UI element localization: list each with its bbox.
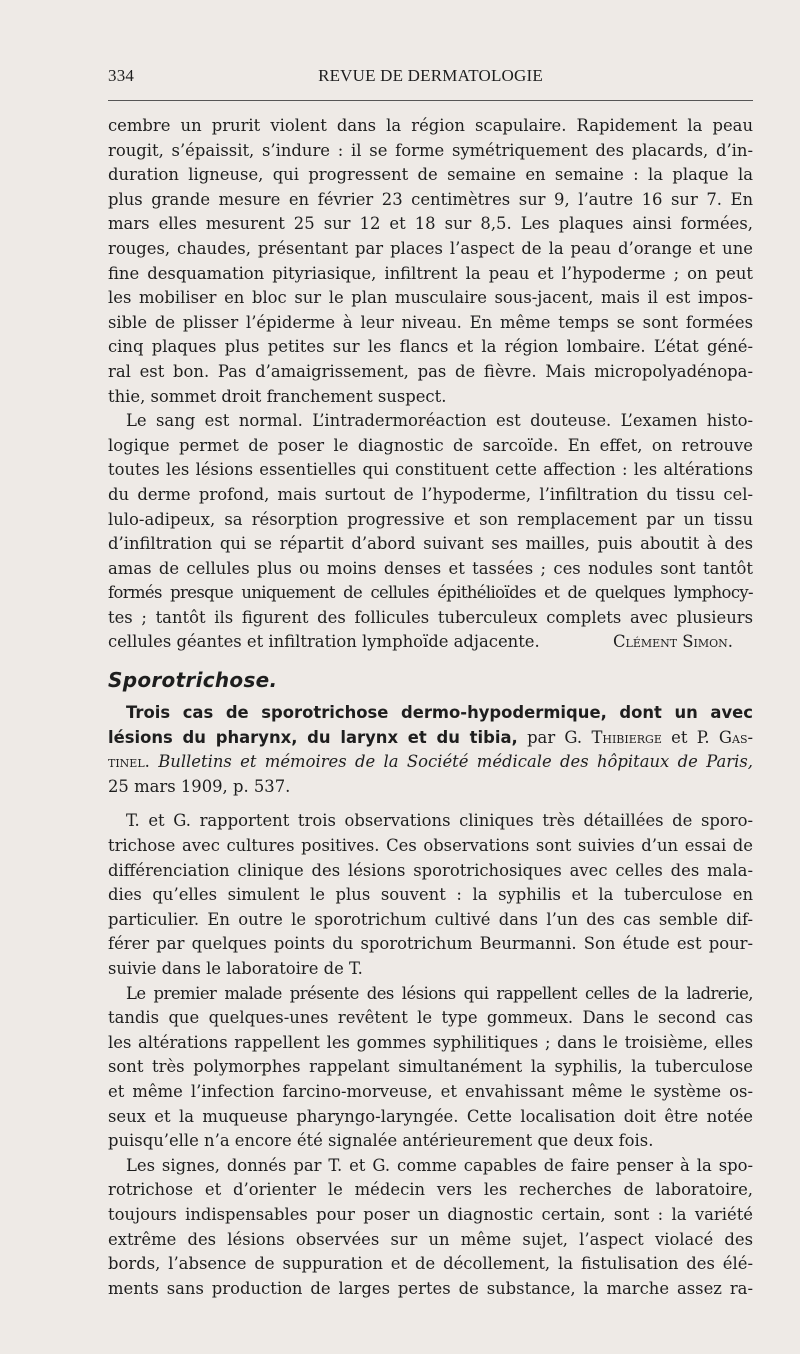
text-line: sible de plisser l’épiderme à leur niveau. En même temps se sont formées [108,312,753,332]
paragraph-continued [108,114,753,409]
citation-line [108,750,753,775]
running-head: REVUE DE DERMATOLOGIE [318,66,543,85]
text-line: d’infiltration qui se répartit d’abord suivant ses mailles, puis aboutit à des [108,534,753,554]
text-line: du derme profond, mais surtout de l’hypoderme, l’infiltration du tissu cel- [108,484,753,504]
paragraph-histology [108,409,753,655]
text-line: les mobiliser en bloc sur le plan musculaire sous-jacent, mais il est impos- [108,288,753,308]
text-line: trichose avec cultures positives. Ces observations sont suivies d’un essai de [108,836,753,856]
text-line: dies qu’elles simulent le plus souvent : la syphilis et la tuberculose en [108,885,753,905]
byline-prefix: par G. [527,727,583,747]
text-line: Les signes, donnés par T. et G. comme capables de faire penser à la spo- [126,1155,753,1175]
text-line: ral est bon. Pas d’amaigrissement, pas de fièvre. Mais micropolyadénopa- [108,361,753,381]
text-line: plus grande mesure en février 23 centimètres sur 9, l’autre 16 sur 7. En [108,189,753,209]
text-line: cellules géantes et infiltration lymphoïde adjacente. [108,632,540,652]
paragraph-signs [108,1154,753,1302]
page-number: 334 [108,66,135,85]
author-name: Thibierge [591,727,662,747]
text-line: formés presque uniquement de cellules épithélioïdes et de quelques lymphocy- [108,583,753,603]
article-reference [108,701,753,799]
text-line: ments sans production de larges pertes de substance, la marche assez ra- [108,1278,753,1298]
text-line: fine desquamation pityriasique, infiltrent la peau et l’hypoderme ; on peut [108,263,753,283]
text-line: toujours indispensables pour poser un diagnostic certain, sont : la variété [108,1204,753,1224]
text-line: Le premier malade présente des lésions qui rappellent celles de la ladrerie, [126,983,753,1003]
text-line: tes ; tantôt ils figurent des follicules tuberculeux complets avec plusieurs [108,607,753,627]
text-line: mars elles mesurent 25 sur 12 et 18 sur 8,5. Les plaques ainsi formées, [108,214,753,234]
text-line: logique permet de poser le diagnostic de sarcoïde. En effet, on retrouve [108,435,753,455]
page-header [108,66,753,88]
text-line: rouges, chaudes, présentant par places l’aspect de la peau d’orange et une [108,238,753,258]
text-line: cinq plaques plus petites sur les flancs et la région lombaire. L’état géné- [108,337,753,357]
text-line: thie, sommet droit franchement suspect. [108,386,447,406]
text-line: sont très polymorphes rappelant simultanément la syphilis, la tuberculose [108,1057,753,1077]
header-rule [108,100,753,101]
text-line: Le sang est normal. L’intradermoréaction est douteuse. L’examen histo- [126,411,753,431]
text-line: particulier. En outre le sporotrichum cultivé dans l’un des cas semble dif- [108,909,753,929]
author-name-cont: tinel. [108,752,150,772]
journal-title: Bulletins et mémoires de la Société médicale des hôpitaux de Paris, [158,752,753,772]
text-line: T. et G. rapportent trois observations cliniques très détaillées de sporo- [126,811,753,831]
citation-date: 25 mars 1909, p. 537. [108,776,291,796]
text-line: lulo-adipeux, sa résorption progressive et son remplacement par un tissu [108,509,753,529]
text-line: rotrichose et d’orienter le médecin vers les recherches de laboratoire, [108,1180,753,1200]
paragraph-cases [108,982,753,1154]
text-line: les altérations rappellent les gommes syphilitiques ; dans le troisième, elles [108,1032,753,1052]
text-line: amas de cellules plus ou moins denses et tassées ; ces nodules sont tantôt [108,558,753,578]
article-title: Trois cas de sporotrichose dermo-hypodermique, dont un avec [126,703,753,723]
text-line: suivie dans le laboratoire de T. [108,959,363,978]
text-line: puisqu’elle n’a encore été signalée antérieurement que deux fois. [108,1131,654,1151]
text-line: extrême des lésions observées sur un même sujet, l’aspect violacé des [108,1229,753,1249]
article-title-line [108,701,753,726]
author-signature: Clément Simon. [612,632,733,652]
text-line: tandis que quelques-unes revêtent le type gommeux. Dans le second cas [108,1008,753,1028]
text-line: duration ligneuse, qui progressent de semaine en semaine : la plaque la [108,165,753,185]
page-body [108,114,753,1301]
text-line: rougit, s’épaissit, s’indure : il se forme symétriquement des placards, d’in- [108,140,753,160]
text-line: férer par quelques points du sporotrichum Beurmanni. Son étude est pour- [108,934,753,954]
text-line: et même l’infection farcino-morveuse, et envahissant même le système os- [108,1081,753,1101]
author-name: Gas- [718,727,754,747]
text-line: bords, l’absence de suppuration et de décollement, la fistulisation des élé- [108,1254,753,1274]
section-title: Sporotrichose. [108,668,278,693]
text-line-with-signature [108,630,753,655]
paragraph-summary [108,809,753,981]
byline-and: et P. [671,727,710,747]
text-line: toutes les lésions essentielles qui constituent cette affection : les altérations [108,460,753,480]
article-title-line [108,726,753,751]
article-title-cont: lésions du pharynx, du larynx et du tibia, [108,727,518,747]
text-line: cembre un prurit violent dans la région scapulaire. Rapidement la peau [108,116,753,135]
text-line: seux et la muqueuse pharyngo-laryngée. Cette localisation doit être notée [108,1106,753,1126]
text-line: différenciation clinique des lésions sporotrichosiques avec celles des mala- [108,860,753,880]
